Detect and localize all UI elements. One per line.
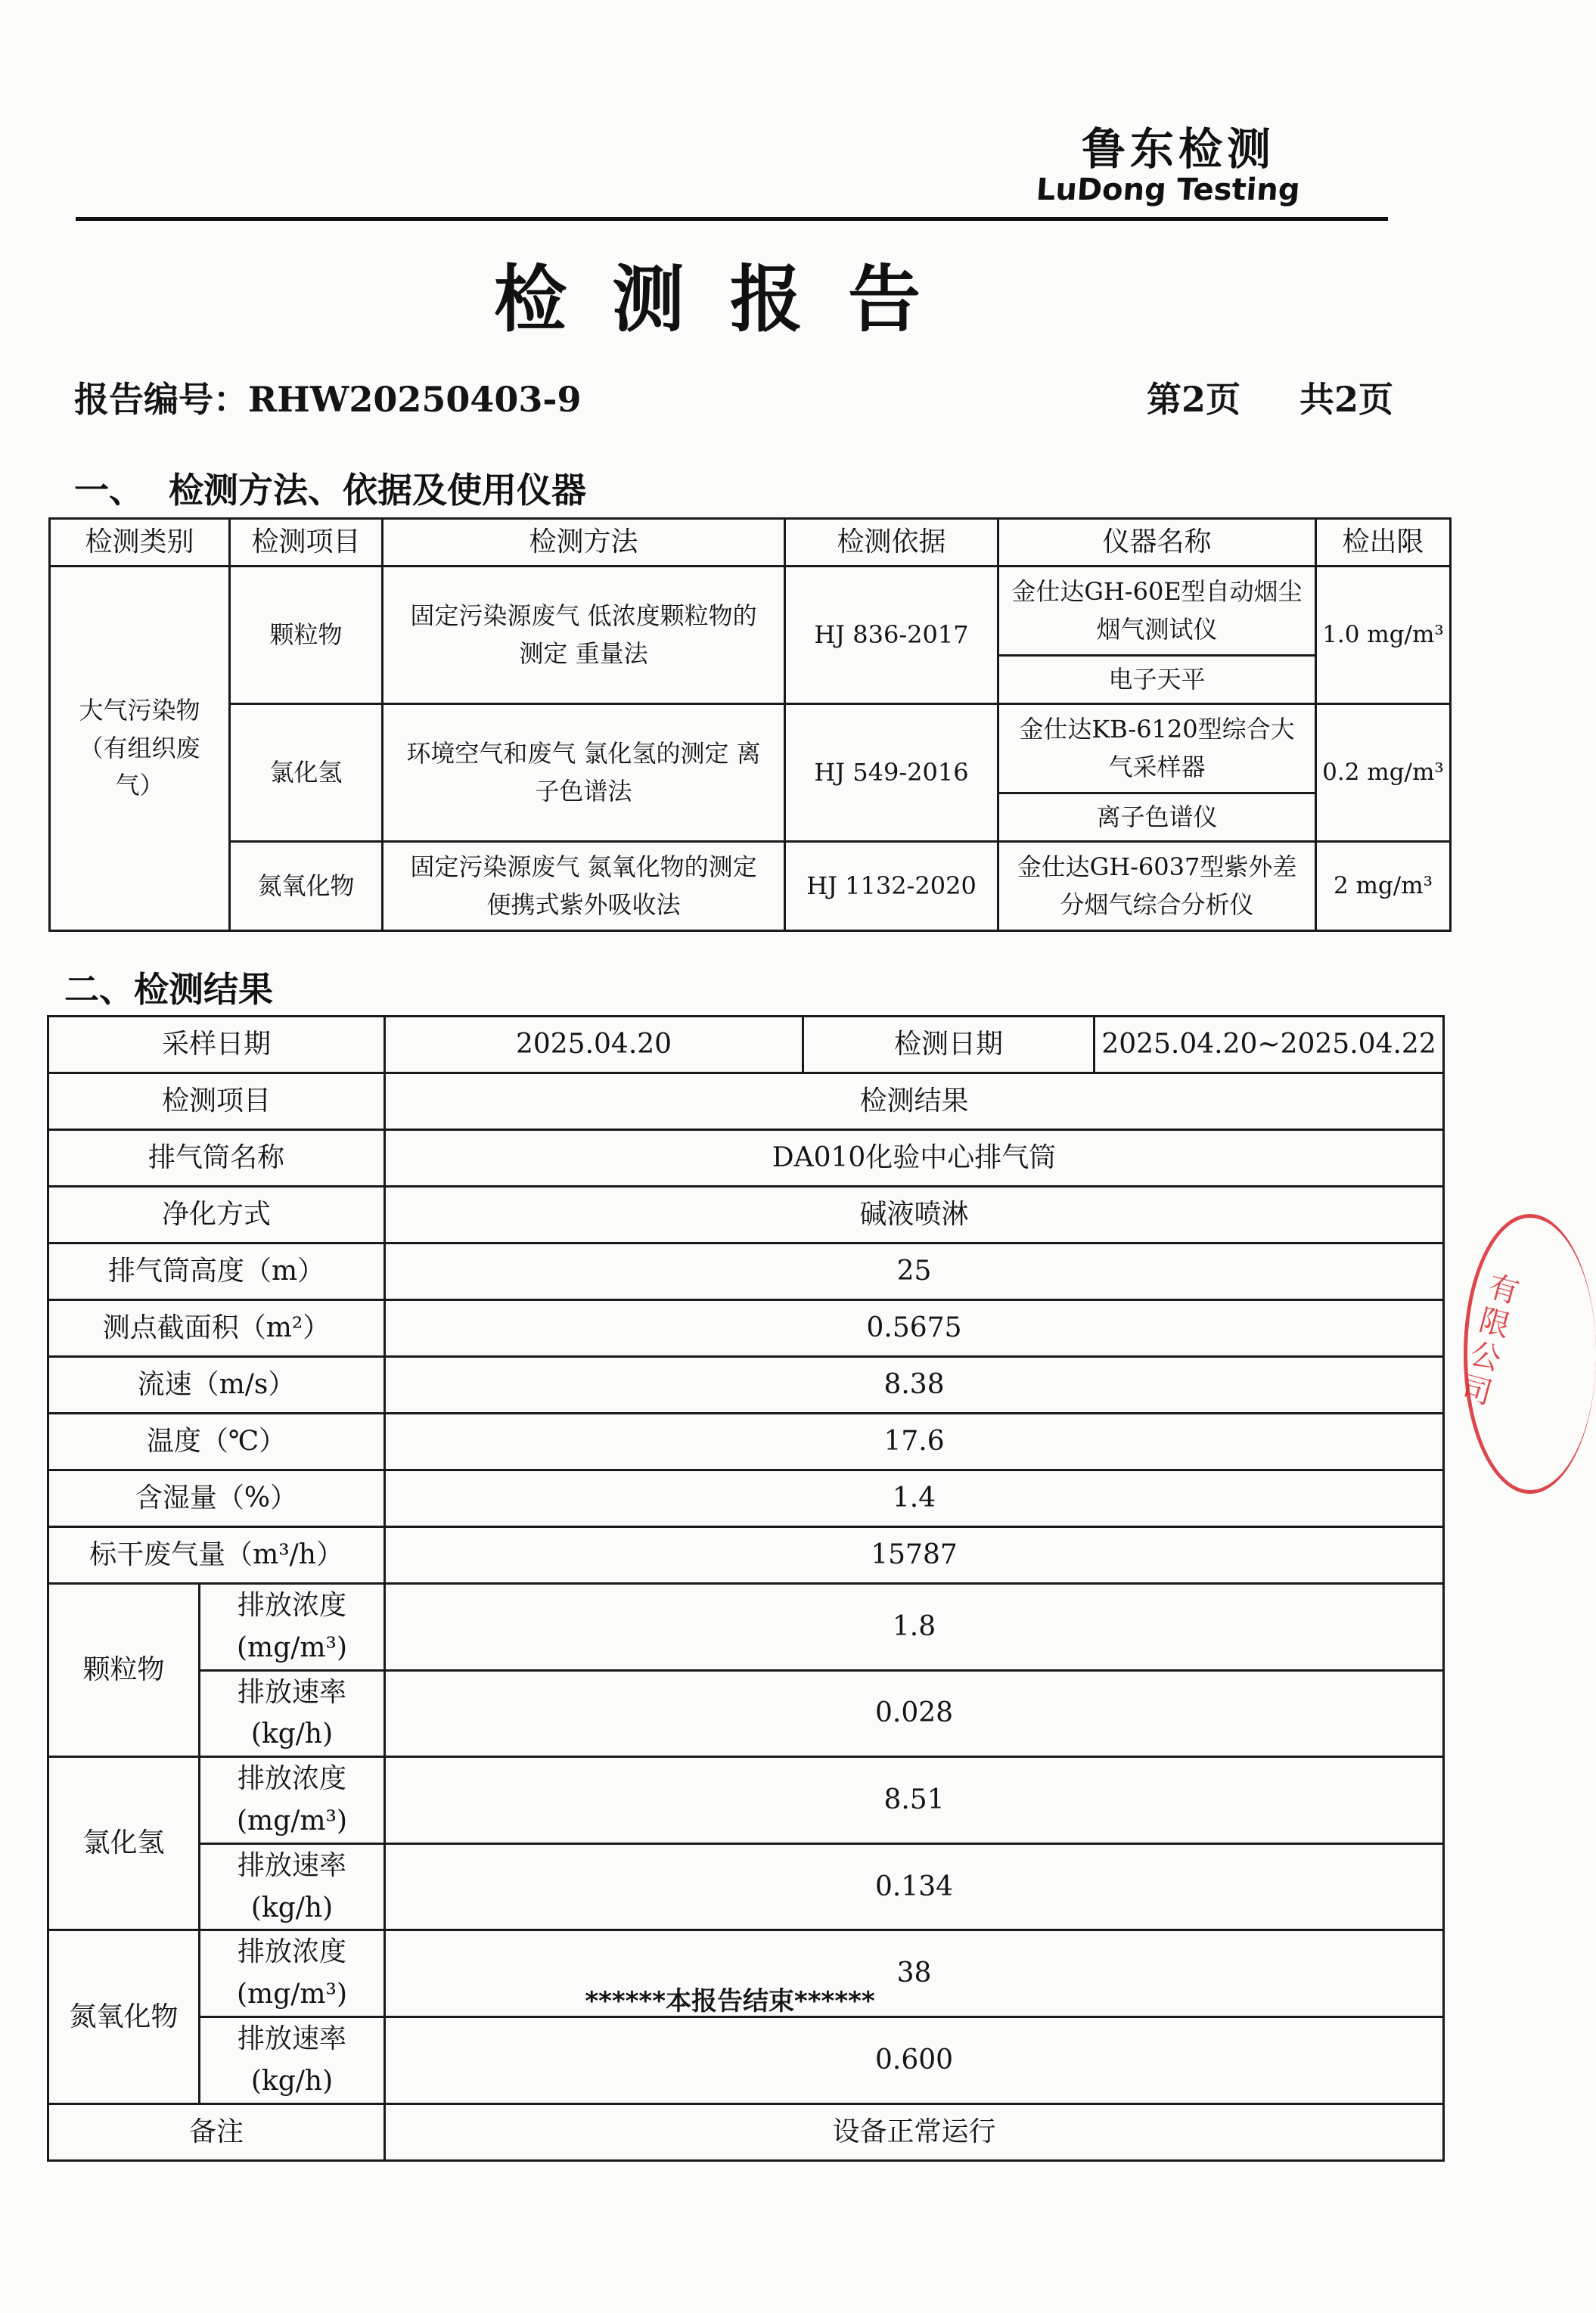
table-row xyxy=(48,1584,1444,1671)
report-number-value: RHW20250403-9 xyxy=(248,379,582,420)
table-row xyxy=(48,1073,1444,1130)
test-basis: HJ 836-2017 xyxy=(785,567,998,704)
section-1-label: 检测方法、依据及使用仪器 xyxy=(169,470,586,511)
table-row xyxy=(48,1017,1444,1073)
page-count xyxy=(1147,372,1393,422)
table-row xyxy=(48,1843,1444,1930)
table-row xyxy=(48,1670,1444,1757)
seal-text: 有限公司 xyxy=(1457,1268,1523,1412)
sampling-date-value: 2025.04.20 xyxy=(385,1017,803,1073)
test-item: 颗粒物 xyxy=(230,567,383,704)
table-row xyxy=(48,1470,1444,1527)
concentration-label: 排放浓度(mg/m³) xyxy=(200,1584,385,1671)
detection-limit: 0.2 mg/m³ xyxy=(1316,704,1451,842)
column-header: 仪器名称 xyxy=(998,519,1316,567)
param-label: 净化方式 xyxy=(48,1187,385,1243)
param-value: 碱液喷淋 xyxy=(385,1187,1444,1243)
report-end-marker: ******本报告结束****** xyxy=(585,1986,875,2017)
report-number-label: 报告编号： xyxy=(74,379,248,420)
table-row xyxy=(48,1757,1444,1844)
column-header: 检测方法 xyxy=(383,519,785,567)
column-header: 检测类别 xyxy=(50,519,230,567)
remark-value: 设备正常运行 xyxy=(385,2103,1444,2160)
param-label: 温度（℃） xyxy=(48,1414,385,1470)
instrument-name: 金仕达GH-6037型紫外差分烟气综合分析仪 xyxy=(998,842,1316,931)
instrument-name: 金仕达KB-6120型综合大气采样器 xyxy=(998,704,1316,793)
param-label: 标干废气量（m³/h） xyxy=(48,1527,385,1584)
param-value: 0.5675 xyxy=(385,1300,1444,1357)
table-row xyxy=(48,1243,1444,1300)
pollutant-name: 氯化氢 xyxy=(48,1757,200,1930)
pollutant-name: 氮氧化物 xyxy=(48,1930,200,2103)
section-1-title xyxy=(74,463,586,513)
table-row xyxy=(48,1130,1444,1187)
concentration-value: 1.8 xyxy=(385,1584,1444,1671)
column-header: 检测依据 xyxy=(785,519,998,567)
rate-value: 0.134 xyxy=(385,1843,1444,1930)
test-date-value: 2025.04.20~2025.04.22 xyxy=(1095,1017,1444,1073)
pollutant-name: 颗粒物 xyxy=(48,1584,200,1757)
instrument-name: 电子天平 xyxy=(998,656,1316,704)
table-row xyxy=(48,1357,1444,1414)
param-label: 排气筒高度（m） xyxy=(48,1243,385,1300)
concentration-value: 8.51 xyxy=(385,1757,1444,1844)
result-header: 检测结果 xyxy=(385,1073,1444,1130)
concentration-label: 排放浓度(mg/m³) xyxy=(200,1930,385,2017)
rate-label: 排放速率(kg/h) xyxy=(200,1843,385,1930)
instrument-name: 离子色谱仪 xyxy=(998,793,1316,842)
concentration-value: 38 xyxy=(385,1930,1444,2017)
param-value: 17.6 xyxy=(385,1414,1444,1470)
table-row xyxy=(50,567,1451,656)
column-header: 检测项目 xyxy=(230,519,383,567)
header-divider xyxy=(76,217,1388,221)
total-pages: 共2页 xyxy=(1299,379,1394,420)
table-row xyxy=(48,1187,1444,1243)
section-2-title: 二、检测结果 xyxy=(64,969,273,1010)
test-date-label: 检测日期 xyxy=(803,1017,1095,1073)
param-value: 1.4 xyxy=(385,1470,1444,1527)
test-item: 氯化氢 xyxy=(230,704,383,842)
methods-table xyxy=(48,517,1452,932)
table-row xyxy=(48,1300,1444,1357)
test-basis: HJ 549-2016 xyxy=(785,704,998,842)
section-1-number: 一、 xyxy=(74,470,144,511)
param-value: DA010化验中心排气筒 xyxy=(385,1130,1444,1187)
param-label: 测点截面积（m²） xyxy=(48,1300,385,1357)
brand-name-cn: 鲁东检测 xyxy=(1082,123,1276,175)
test-basis: HJ 1132-2020 xyxy=(785,842,998,931)
table-row xyxy=(48,2017,1444,2103)
param-label: 排气筒名称 xyxy=(48,1130,385,1187)
table-row xyxy=(50,704,1451,793)
detection-limit: 1.0 mg/m³ xyxy=(1316,567,1451,704)
report-title: 检测报告 xyxy=(494,257,966,342)
current-page: 第2页 xyxy=(1147,379,1241,420)
sampling-date-label: 采样日期 xyxy=(48,1017,385,1073)
table-row xyxy=(48,2103,1444,2160)
rate-value: 0.600 xyxy=(385,2017,1444,2103)
detection-category: 大气污染物（有组织废气） xyxy=(50,567,230,931)
remark-label: 备注 xyxy=(48,2103,385,2160)
param-label: 含湿量（%） xyxy=(48,1470,385,1527)
rate-label: 排放速率(kg/h) xyxy=(200,1670,385,1757)
column-header: 检出限 xyxy=(1316,519,1451,567)
methods-header-row xyxy=(50,519,1451,567)
param-label: 流速（m/s） xyxy=(48,1357,385,1414)
rate-label: 排放速率(kg/h) xyxy=(200,2017,385,2103)
instrument-name: 金仕达GH-60E型自动烟尘烟气测试仪 xyxy=(998,567,1316,656)
detection-limit: 2 mg/m³ xyxy=(1316,842,1451,931)
brand-name-en: LuDong Testing xyxy=(1035,172,1302,207)
concentration-label: 排放浓度(mg/m³) xyxy=(200,1757,385,1844)
param-value: 15787 xyxy=(385,1527,1444,1584)
rate-value: 0.028 xyxy=(385,1670,1444,1757)
param-value: 8.38 xyxy=(385,1357,1444,1414)
report-number xyxy=(74,372,582,422)
table-row xyxy=(48,1414,1444,1470)
test-method: 固定污染源废气 氮氧化物的测定 便携式紫外吸收法 xyxy=(383,842,785,931)
item-header: 检测项目 xyxy=(48,1073,385,1130)
test-method: 环境空气和废气 氯化氢的测定 离子色谱法 xyxy=(383,704,785,842)
param-value: 25 xyxy=(385,1243,1444,1300)
table-row xyxy=(50,842,1451,931)
table-row xyxy=(48,1527,1444,1584)
test-item: 氮氧化物 xyxy=(230,842,383,931)
test-method: 固定污染源废气 低浓度颗粒物的测定 重量法 xyxy=(383,567,785,704)
